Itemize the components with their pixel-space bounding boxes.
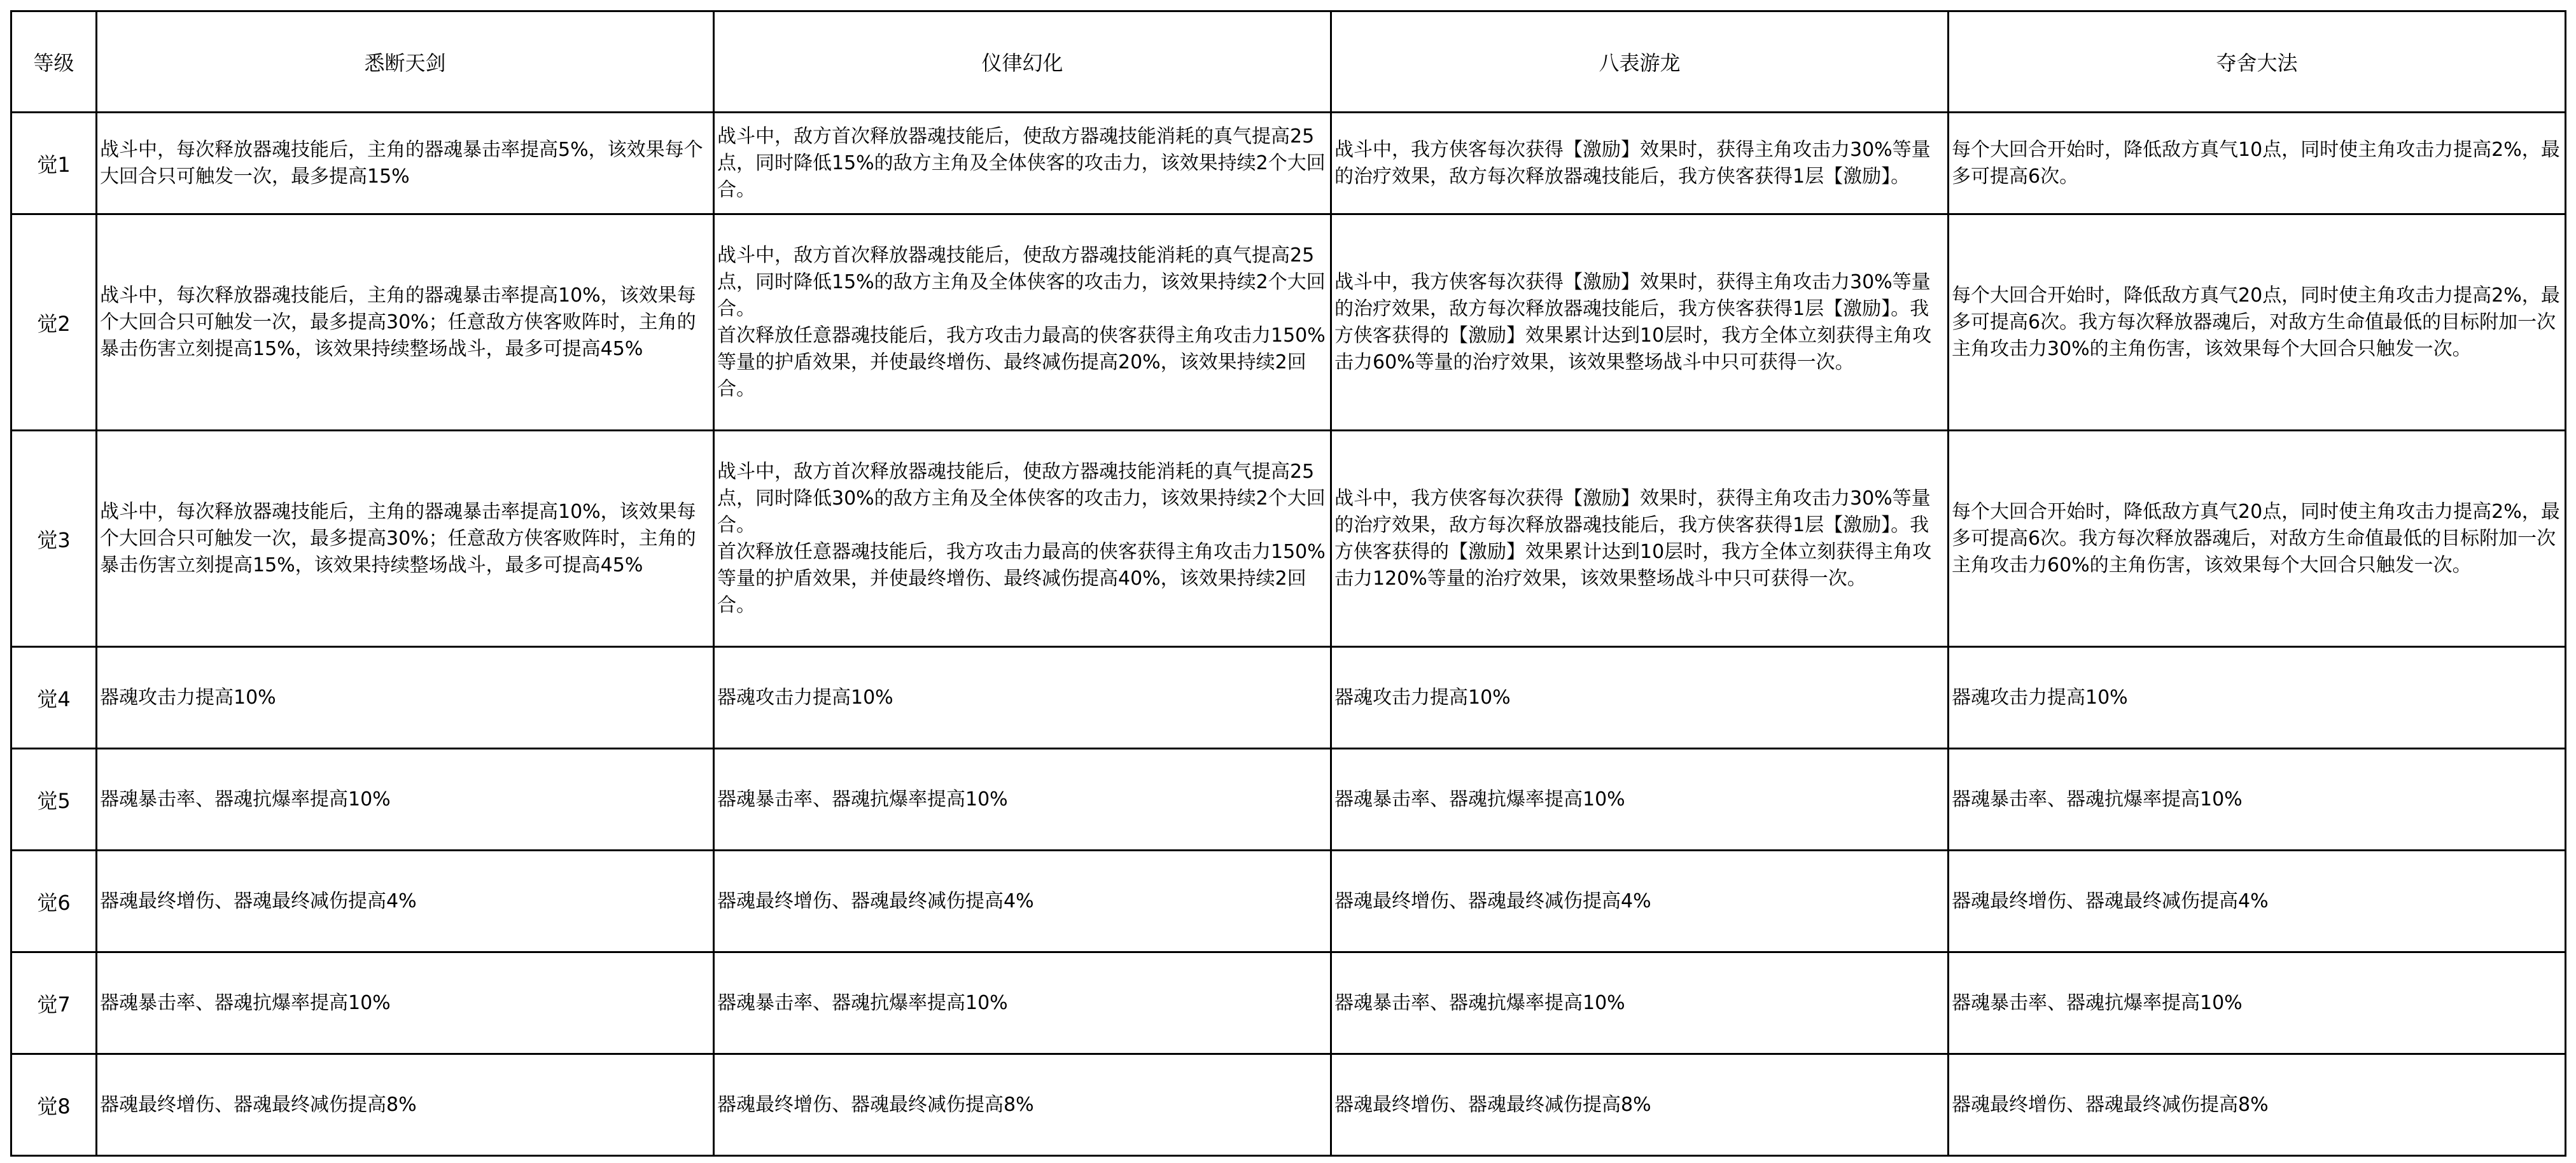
table-cell: 器魂暴击率、器魂抗爆率提高10% — [714, 952, 1331, 1054]
table-cell: 战斗中，我方侠客每次获得【激励】效果时，获得主角攻击力30%等量的治疗效果，敌方每次释放器魂技能后，我方侠客获得1层【激励】。我方侠客获得的【激励】效果累计达到10层时，我方全体立刻获得主角攻击力60%等量的治疗效果，该效果整场战斗中只可获得一次。 — [1331, 214, 1949, 431]
table-cell: 器魂暴击率、器魂抗爆率提高10% — [1331, 952, 1949, 1054]
table-cell: 器魂攻击力提高10% — [1331, 647, 1949, 749]
table-row — [11, 1054, 2566, 1156]
table-cell: 器魂最终增伤、器魂最终减伤提高8% — [714, 1054, 1331, 1156]
table-row — [11, 749, 2566, 851]
table-cell: 战斗中，每次释放器魂技能后，主角的器魂暴击率提高5%，该效果每个大回合只可触发一次，最多提高15% — [97, 113, 714, 214]
header-col-1: 悉断天剑 — [97, 11, 714, 113]
header-row — [11, 11, 2566, 113]
table-cell: 战斗中，我方侠客每次获得【激励】效果时，获得主角攻击力30%等量的治疗效果，敌方每次释放器魂技能后，我方侠客获得1层【激励】。我方侠客获得的【激励】效果累计达到10层时，我方全体立刻获得主角攻击力120%等量的治疗效果，该效果整场战斗中只可获得一次。 — [1331, 431, 1949, 647]
header-level: 等级 — [11, 11, 97, 113]
table-cell: 战斗中，敌方首次释放器魂技能后，使敌方器魂技能消耗的真气提高25点，同时降低15%的敌方主角及全体侠客的攻击力，该效果持续2个大回合。 首次释放任意器魂技能后，我方攻击力最高的侠客获得主角攻击力150%等量的护盾效果，并使最终增伤、最终减伤提高20%，该效果持续2回合。 — [714, 214, 1331, 431]
table-row — [11, 431, 2566, 647]
table-cell: 每个大回合开始时，降低敌方真气20点，同时使主角攻击力提高2%，最多可提高6次。我方每次释放器魂后，对敌方生命值最低的目标附加一次主角攻击力60%的主角伤害，该效果每个大回合只触发一次。 — [1949, 431, 2566, 647]
table-cell: 器魂暴击率、器魂抗爆率提高10% — [1331, 749, 1949, 851]
table-cell: 器魂攻击力提高10% — [1949, 647, 2566, 749]
table-cell: 战斗中，每次释放器魂技能后，主角的器魂暴击率提高10%，该效果每个大回合只可触发一次，最多提高30%；任意敌方侠客败阵时，主角的暴击伤害立刻提高15%，该效果持续整场战斗，最多可提高45% — [97, 431, 714, 647]
table-row — [11, 952, 2566, 1054]
header-col-3: 八表游龙 — [1331, 11, 1949, 113]
table-cell: 战斗中，敌方首次释放器魂技能后，使敌方器魂技能消耗的真气提高25点，同时降低15%的敌方主角及全体侠客的攻击力，该效果持续2个大回合。 — [714, 113, 1331, 214]
row-level: 觉4 — [11, 647, 97, 749]
table-cell: 器魂最终增伤、器魂最终减伤提高8% — [1949, 1054, 2566, 1156]
row-level: 觉1 — [11, 113, 97, 214]
table-row — [11, 647, 2566, 749]
table-cell: 器魂最终增伤、器魂最终减伤提高4% — [97, 851, 714, 952]
table-cell: 器魂最终增伤、器魂最终减伤提高4% — [1331, 851, 1949, 952]
table-row — [11, 851, 2566, 952]
table-cell: 战斗中，敌方首次释放器魂技能后，使敌方器魂技能消耗的真气提高25点，同时降低30%的敌方主角及全体侠客的攻击力，该效果持续2个大回合。 首次释放任意器魂技能后，我方攻击力最高的侠客获得主角攻击力150%等量的护盾效果，并使最终增伤、最终减伤提高40%，该效果持续2回合。 — [714, 431, 1331, 647]
row-level: 觉7 — [11, 952, 97, 1054]
row-level: 觉3 — [11, 431, 97, 647]
awakening-table — [10, 10, 2566, 1157]
table-cell: 器魂攻击力提高10% — [97, 647, 714, 749]
table-cell: 每个大回合开始时，降低敌方真气10点，同时使主角攻击力提高2%，最多可提高6次。 — [1949, 113, 2566, 214]
row-level: 觉8 — [11, 1054, 97, 1156]
row-level: 觉5 — [11, 749, 97, 851]
table-cell: 战斗中，我方侠客每次获得【激励】效果时，获得主角攻击力30%等量的治疗效果，敌方每次释放器魂技能后，我方侠客获得1层【激励】。 — [1331, 113, 1949, 214]
row-level: 觉6 — [11, 851, 97, 952]
table-cell: 器魂暴击率、器魂抗爆率提高10% — [714, 749, 1331, 851]
header-col-4: 夺舍大法 — [1949, 11, 2566, 113]
table-cell: 器魂暴击率、器魂抗爆率提高10% — [1949, 952, 2566, 1054]
header-col-2: 仪律幻化 — [714, 11, 1331, 113]
table-cell: 器魂暴击率、器魂抗爆率提高10% — [97, 749, 714, 851]
table-cell: 器魂最终增伤、器魂最终减伤提高8% — [1331, 1054, 1949, 1156]
table-cell: 器魂暴击率、器魂抗爆率提高10% — [1949, 749, 2566, 851]
table-cell: 器魂暴击率、器魂抗爆率提高10% — [97, 952, 714, 1054]
table-cell: 每个大回合开始时，降低敌方真气20点，同时使主角攻击力提高2%，最多可提高6次。我方每次释放器魂后，对敌方生命值最低的目标附加一次主角攻击力30%的主角伤害，该效果每个大回合只触发一次。 — [1949, 214, 2566, 431]
row-level: 觉2 — [11, 214, 97, 431]
table-cell: 器魂最终增伤、器魂最终减伤提高8% — [97, 1054, 714, 1156]
table-row — [11, 214, 2566, 431]
table-cell: 器魂最终增伤、器魂最终减伤提高4% — [714, 851, 1331, 952]
table-cell: 战斗中，每次释放器魂技能后，主角的器魂暴击率提高10%，该效果每个大回合只可触发一次，最多提高30%；任意敌方侠客败阵时，主角的暴击伤害立刻提高15%，该效果持续整场战斗，最多可提高45% — [97, 214, 714, 431]
table-cell: 器魂攻击力提高10% — [714, 647, 1331, 749]
table-row — [11, 113, 2566, 214]
table-cell: 器魂最终增伤、器魂最终减伤提高4% — [1949, 851, 2566, 952]
